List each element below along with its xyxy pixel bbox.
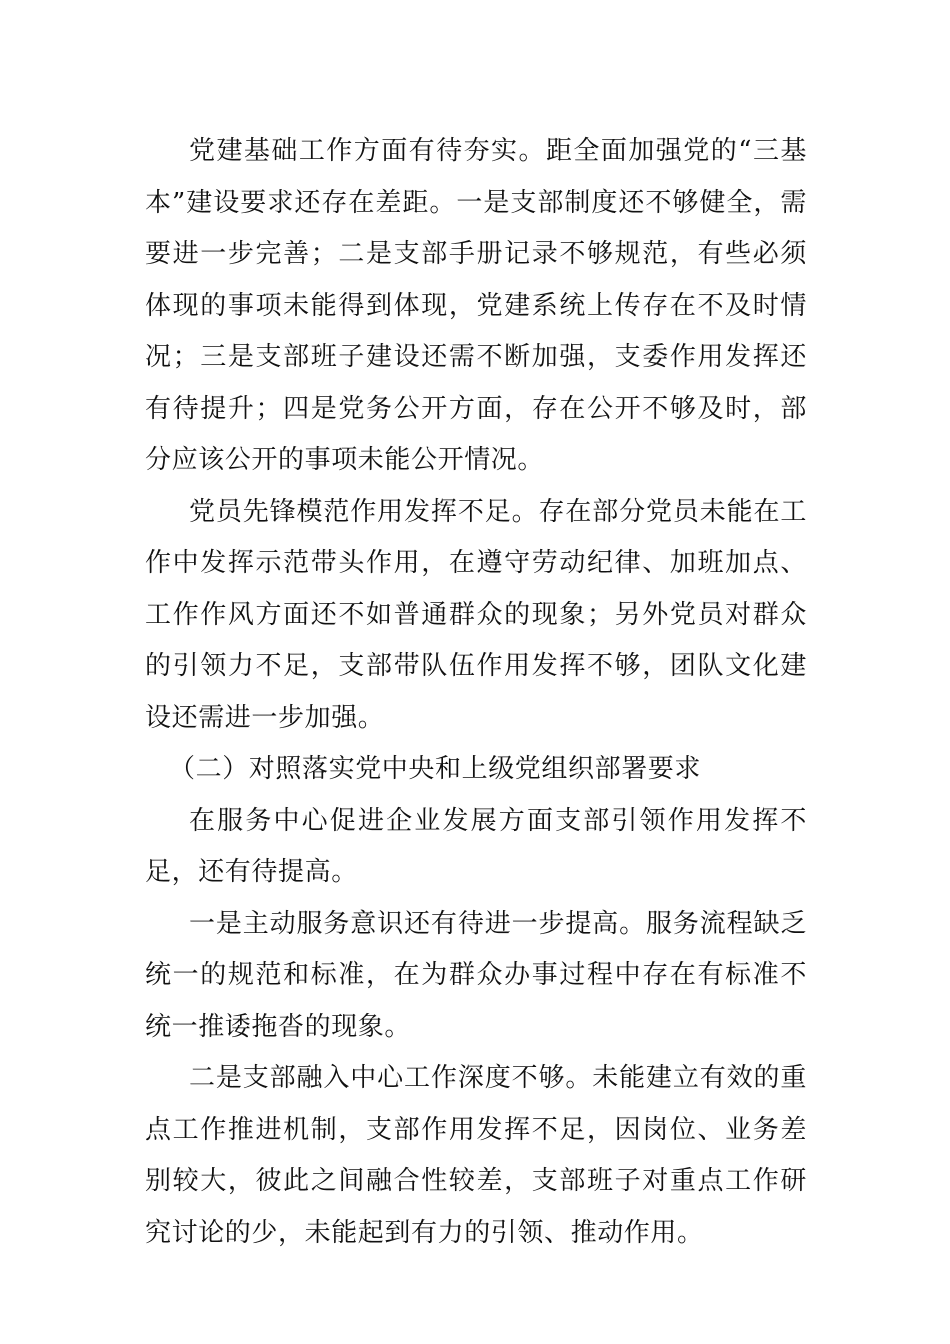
section-heading: （二）对照落实党中央和上级党组织部署要求: [169, 754, 702, 784]
paragraph-vanguard-role: 党员先锋模范作用发挥不足。存在部分党员未能在工作中发挥示范带头作用，在遵守劳动纪律、加班加点、工作作风方面还不如普通群众的现象；另外党员对群众的引领力不足，支部带队伍作用发挥不够，团队文化建设还需进一步加强。: [145, 496, 807, 733]
paragraph-central-work: 二是支部融入中心工作深度不够。未能建立有效的重点工作推进机制，支部作用发挥不足，因岗位、业务差别较大，彼此之间融合性较差，支部班子对重点工作研究讨论的少，未能起到有力的引领、推动作用。: [145, 1063, 807, 1248]
paragraph-service-awareness: 一是主动服务意识还有待进一步提高。服务流程缺乏统一的规范和标准，在为群众办事过程中存在有标准不统一推诿拖沓的现象。: [145, 908, 807, 1042]
paragraph-service-center: 在服务中心促进企业发展方面支部引领作用发挥不足，还有待提高。: [145, 805, 807, 887]
paragraph-party-building-basics: 党建基础工作方面有待夯实。距全面加强党的“三基本”建设要求还存在差距。一是支部制度还不够健全，需要进一步完善；二是支部手册记录不够规范，有些必须体现的事项未能得到体现，党建系统上传存在不及时情况；三是支部班子建设还需不断加强，支委作用发挥还有待提升；四是党务公开方面，存在公开不够及时，部分应该公开的事项未能公开情况。: [145, 136, 807, 475]
document-body: [145, 126, 807, 1259]
